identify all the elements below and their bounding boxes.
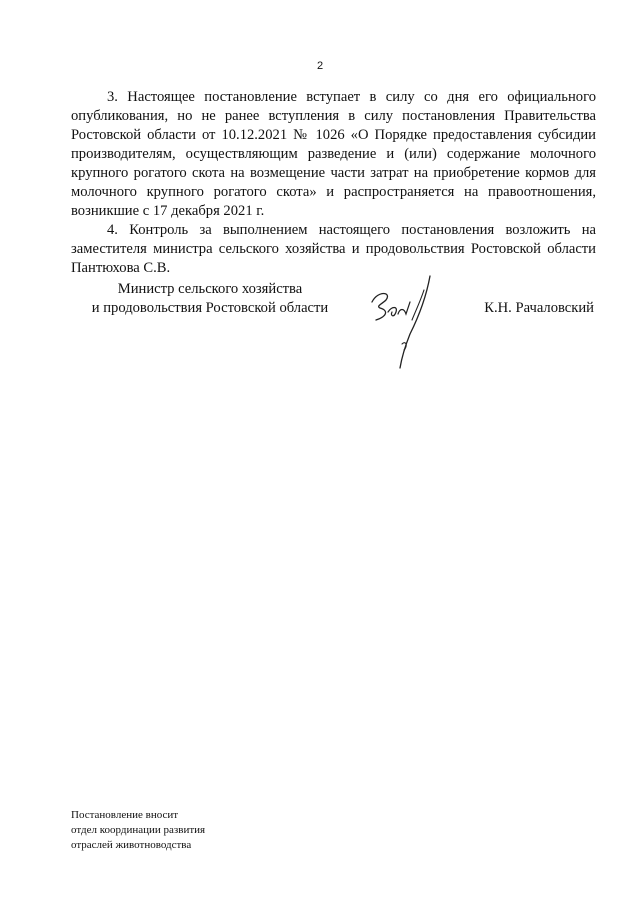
prepared-by-line-3: отраслей животноводства — [71, 839, 192, 851]
signer-position-line-1: Министр сельского хозяйства — [117, 281, 303, 297]
page-number: 2 — [316, 60, 324, 72]
signer-position — [80, 280, 340, 318]
signer-position-line-2: и продовольствия Ростовской области — [91, 300, 329, 316]
prepared-by-note — [71, 808, 205, 853]
paragraph-3: 3. Настоящее постановление вступает в силу со дня его официального опубликования, но не ранее вступления в силу постановления Правительства Ростовской области от 10.12.2021 № 1026 «О Порядке предоставления субсидии производителям, осуществляющим разведение и (или) содержание молочного крупного рогатого скота на возмещение части затрат на приобретение кормов для молочного крупного рогатого скота» и распространяется на правоотношения, возникшие с 17 декабря 2021 г. — [71, 89, 596, 219]
handwritten-signature — [366, 268, 446, 383]
prepared-by-line-2: отдел координации развития — [71, 824, 206, 836]
paragraph-4: 4. Контроль за выполнением настоящего постановления возложить на заместителя министра сельского хозяйства и продовольствия Ростовской области Пантюхова С.В. — [71, 222, 596, 276]
signer-name: К.Н. Рачаловский — [484, 300, 594, 316]
document-body — [71, 88, 596, 278]
prepared-by-line-1: Постановление вносит — [71, 809, 179, 821]
